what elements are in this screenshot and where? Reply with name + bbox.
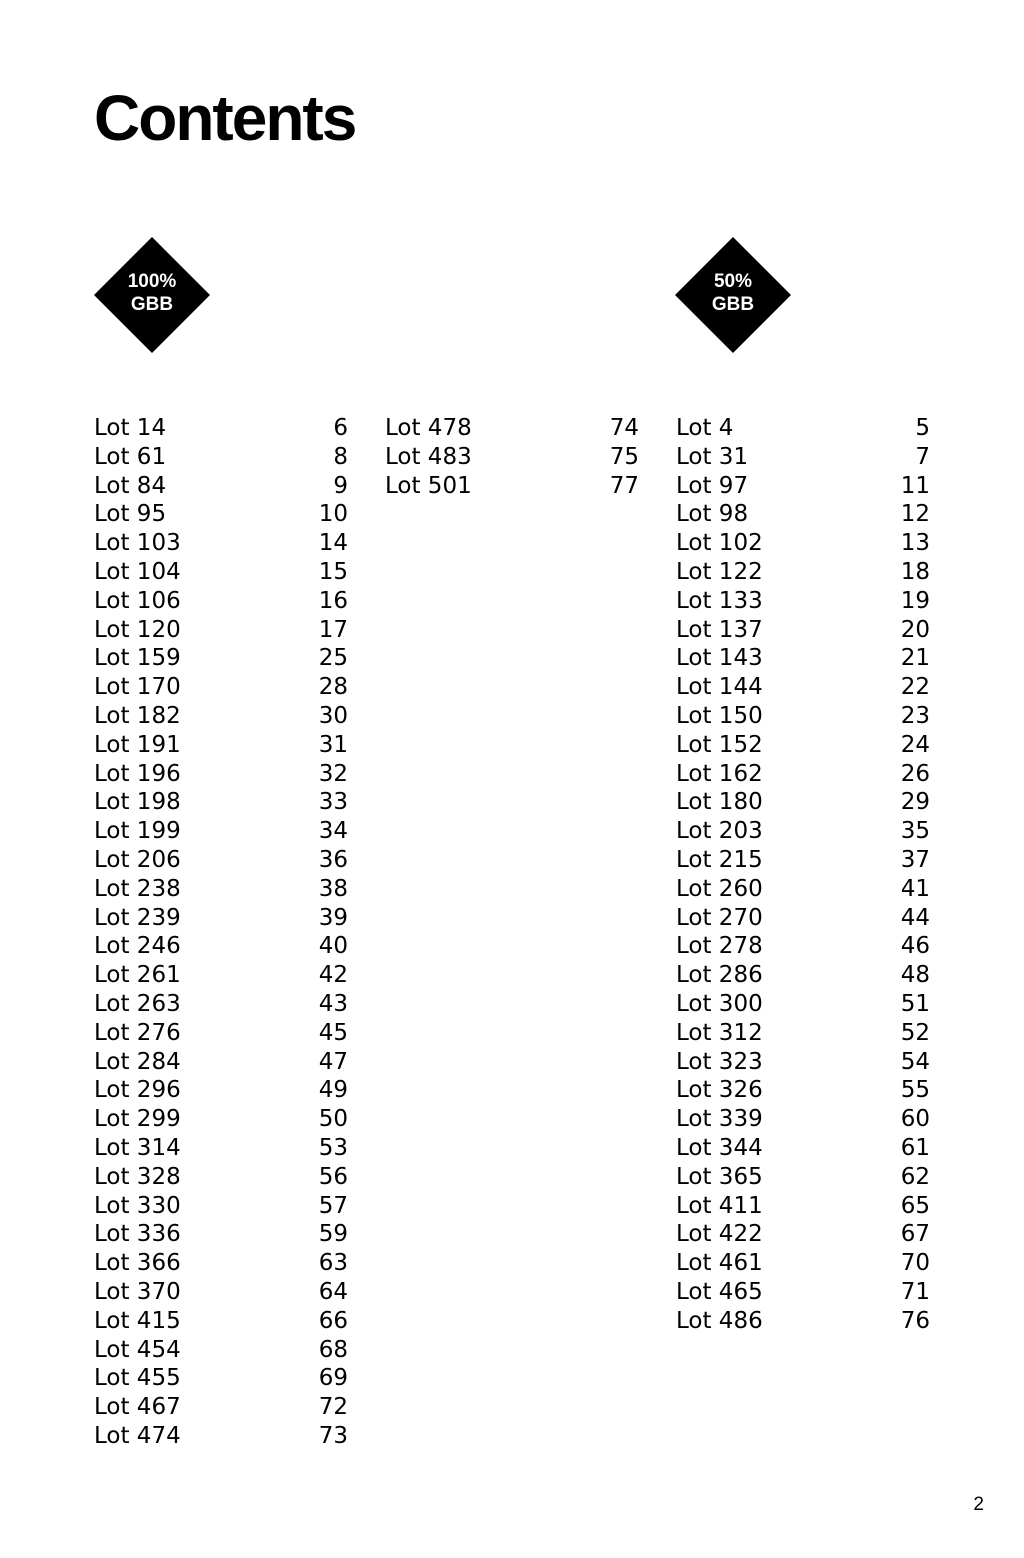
toc-lot-label: Lot 454: [94, 1336, 181, 1363]
toc-entry: [94, 1048, 348, 1077]
toc-entry: [94, 702, 348, 731]
toc-page-number: 74: [609, 415, 639, 441]
toc-page-number: 71: [900, 1278, 930, 1305]
toc-lot-label: Lot 143: [676, 645, 763, 672]
toc-lot-label: Lot 170: [94, 674, 181, 701]
toc-lot-label: Lot 370: [94, 1278, 181, 1305]
badge-label: GBB: [711, 294, 755, 315]
toc-page-number: 11: [900, 472, 930, 499]
toc-lot-label: Lot 328: [94, 1163, 181, 1190]
toc-entry: [94, 1278, 348, 1307]
toc-entry: [676, 1163, 930, 1192]
toc-lot-label: Lot 144: [676, 674, 763, 701]
toc-lot-label: Lot 97: [676, 472, 749, 499]
toc-column-1: [94, 414, 348, 1451]
toc-page-number: 76: [900, 1307, 930, 1334]
toc-entry: [676, 616, 930, 645]
toc-lot-label: Lot 215: [676, 846, 763, 873]
toc-entry: [676, 414, 930, 443]
toc-lot-label: Lot 326: [676, 1077, 763, 1104]
toc-lot-label: Lot 415: [94, 1307, 181, 1334]
badge-percent: 100%: [127, 271, 177, 292]
toc-lot-label: Lot 102: [676, 530, 763, 557]
toc-entry: [676, 760, 930, 789]
toc-entry: [94, 846, 348, 875]
toc-entry: [94, 932, 348, 961]
toc-page-number: 21: [900, 645, 930, 672]
toc-page-number: 50: [318, 1106, 348, 1133]
toc-entry: [676, 1076, 930, 1105]
toc-entry: [94, 1307, 348, 1336]
toc-entry: [94, 1220, 348, 1249]
toc-page-number: 28: [318, 674, 348, 701]
toc-entry: [94, 1076, 348, 1105]
toc-entry: [94, 1105, 348, 1134]
toc-page-number: 65: [900, 1192, 930, 1219]
toc-entry: [94, 1134, 348, 1163]
toc-entry: [94, 788, 348, 817]
toc-page-number: 42: [318, 962, 348, 989]
toc-page-number: 49: [318, 1077, 348, 1104]
toc-entry: [676, 1105, 930, 1134]
toc-lot-label: Lot 474: [94, 1422, 181, 1449]
toc-page-number: 31: [318, 731, 348, 758]
toc-page-number: 63: [318, 1250, 348, 1277]
toc-page-number: 73: [318, 1422, 348, 1449]
toc-entry: [676, 846, 930, 875]
page-number: 2: [973, 1494, 984, 1515]
toc-page-number: 48: [900, 962, 930, 989]
toc-lot-label: Lot 133: [676, 587, 763, 614]
toc-entry: [676, 644, 930, 673]
toc-entry: [94, 673, 348, 702]
toc-lot-label: Lot 191: [94, 731, 181, 758]
toc-page-number: 54: [900, 1048, 930, 1075]
toc-column-2: [385, 414, 639, 500]
toc-page-number: 47: [318, 1048, 348, 1075]
badge-label: GBB: [130, 294, 174, 315]
toc-page-number: 18: [900, 558, 930, 585]
toc-entry: [94, 1192, 348, 1221]
toc-entry: [94, 500, 348, 529]
toc-lot-label: Lot 98: [676, 501, 749, 528]
toc-lot-label: Lot 199: [94, 818, 181, 845]
toc-entry: [94, 990, 348, 1019]
toc-lot-label: Lot 314: [94, 1134, 181, 1161]
toc-page-number: 51: [900, 990, 930, 1017]
toc-entry: [676, 990, 930, 1019]
badge-50-gbb: [675, 237, 791, 353]
toc-lot-label: Lot 203: [676, 818, 763, 845]
toc-lot-label: Lot 278: [676, 933, 763, 960]
toc-lot-label: Lot 501: [385, 472, 472, 499]
toc-entry: [676, 558, 930, 587]
toc-entry: [676, 932, 930, 961]
toc-lot-label: Lot 344: [676, 1134, 763, 1161]
toc-page-number: 66: [318, 1307, 348, 1334]
toc-page-number: 30: [318, 702, 348, 729]
toc-page-number: 19: [900, 587, 930, 614]
toc-page-number: 13: [900, 530, 930, 557]
toc-page-number: 10: [318, 501, 348, 528]
toc-page-number: 37: [900, 846, 930, 873]
toc-entry: [94, 904, 348, 933]
toc-entry: [676, 587, 930, 616]
toc-entry: [676, 788, 930, 817]
toc-entry: [94, 1422, 348, 1451]
toc-lot-label: Lot 103: [94, 530, 181, 557]
toc-lot-label: Lot 239: [94, 904, 181, 931]
toc-page-number: 60: [900, 1106, 930, 1133]
toc-page-number: 6: [333, 415, 348, 441]
toc-page-number: 32: [318, 760, 348, 787]
toc-lot-label: Lot 95: [94, 501, 167, 528]
toc-page-number: 77: [609, 472, 639, 499]
toc-page-number: 12: [900, 501, 930, 528]
toc-page-number: 53: [318, 1134, 348, 1161]
toc-entry: [94, 1249, 348, 1278]
toc-entry: [676, 1278, 930, 1307]
toc-page-number: 43: [318, 990, 348, 1017]
toc-page-number: 61: [900, 1134, 930, 1161]
toc-page-number: 70: [900, 1250, 930, 1277]
toc-lot-label: Lot 246: [94, 933, 181, 960]
toc-entry: [676, 529, 930, 558]
toc-entry: [676, 1134, 930, 1163]
toc-lot-label: Lot 238: [94, 875, 181, 902]
toc-page-number: 52: [900, 1019, 930, 1046]
toc-entry: [676, 472, 930, 501]
toc-page-number: 9: [333, 472, 348, 499]
toc-page-number: 22: [900, 674, 930, 701]
toc-entry: [676, 1307, 930, 1336]
toc-lot-label: Lot 323: [676, 1048, 763, 1075]
toc-entry: [94, 1393, 348, 1422]
toc-entry: [676, 702, 930, 731]
toc-page-number: 44: [900, 904, 930, 931]
toc-lot-label: Lot 14: [94, 415, 167, 441]
toc-page-number: 14: [318, 530, 348, 557]
toc-page-number: 59: [318, 1221, 348, 1248]
toc-page-number: 38: [318, 875, 348, 902]
toc-page-number: 15: [318, 558, 348, 585]
toc-entry: [676, 875, 930, 904]
toc-entry: [94, 817, 348, 846]
toc-entry: [94, 558, 348, 587]
toc-entry: [676, 817, 930, 846]
toc-entry: [676, 1019, 930, 1048]
toc-lot-label: Lot 276: [94, 1019, 181, 1046]
toc-lot-label: Lot 486: [676, 1307, 763, 1334]
toc-page-number: 62: [900, 1163, 930, 1190]
toc-lot-label: Lot 467: [94, 1394, 181, 1421]
toc-lot-label: Lot 411: [676, 1192, 763, 1219]
toc-entry: [94, 875, 348, 904]
toc-lot-label: Lot 455: [94, 1365, 181, 1392]
toc-page-number: 25: [318, 645, 348, 672]
toc-entry: [385, 472, 639, 501]
toc-page-number: 8: [333, 443, 348, 470]
toc-lot-label: Lot 261: [94, 962, 181, 989]
toc-entry: [94, 443, 348, 472]
toc-lot-label: Lot 31: [676, 443, 749, 470]
toc-page-number: 64: [318, 1278, 348, 1305]
toc-lot-label: Lot 312: [676, 1019, 763, 1046]
toc-lot-label: Lot 137: [676, 616, 763, 643]
toc-entry: [676, 1048, 930, 1077]
toc-entry: [94, 1019, 348, 1048]
toc-page-number: 16: [318, 587, 348, 614]
toc-entry: [676, 731, 930, 760]
toc-page-number: 72: [318, 1394, 348, 1421]
toc-lot-label: Lot 159: [94, 645, 181, 672]
toc-lot-label: Lot 461: [676, 1250, 763, 1277]
page-title: Contents: [94, 82, 356, 154]
toc-entry: [676, 961, 930, 990]
toc-lot-label: Lot 162: [676, 760, 763, 787]
badge-percent: 50%: [713, 271, 753, 292]
toc-page-number: 36: [318, 846, 348, 873]
toc-page-number: 45: [318, 1019, 348, 1046]
toc-lot-label: Lot 299: [94, 1106, 181, 1133]
toc-entry: [94, 961, 348, 990]
toc-page-number: 57: [318, 1192, 348, 1219]
toc-entry: [94, 731, 348, 760]
toc-lot-label: Lot 122: [676, 558, 763, 585]
toc-entry: [94, 644, 348, 673]
toc-page-number: 7: [915, 443, 930, 470]
toc-entry: [94, 1336, 348, 1365]
toc-entry: [676, 1192, 930, 1221]
toc-lot-label: Lot 260: [676, 875, 763, 902]
toc-page-number: 39: [318, 904, 348, 931]
toc-lot-label: Lot 120: [94, 616, 181, 643]
toc-page-number: 26: [900, 760, 930, 787]
toc-lot-label: Lot 196: [94, 760, 181, 787]
toc-page-number: 23: [900, 702, 930, 729]
badge-100-gbb: [94, 237, 210, 353]
toc-entry: [94, 414, 348, 443]
toc-lot-label: Lot 300: [676, 990, 763, 1017]
toc-lot-label: Lot 286: [676, 962, 763, 989]
toc-lot-label: Lot 84: [94, 472, 167, 499]
toc-lot-label: Lot 263: [94, 990, 181, 1017]
toc-lot-label: Lot 478: [385, 415, 472, 441]
toc-entry: [94, 472, 348, 501]
toc-lot-label: Lot 422: [676, 1221, 763, 1248]
toc-lot-label: Lot 366: [94, 1250, 181, 1277]
toc-lot-label: Lot 336: [94, 1221, 181, 1248]
toc-lot-label: Lot 150: [676, 702, 763, 729]
toc-entry: [94, 529, 348, 558]
toc-page-number: 69: [318, 1365, 348, 1392]
toc-entry: [676, 500, 930, 529]
toc-page-number: 35: [900, 818, 930, 845]
toc-lot-label: Lot 182: [94, 702, 181, 729]
toc-lot-label: Lot 106: [94, 587, 181, 614]
toc-entry: [94, 1163, 348, 1192]
toc-entry: [676, 673, 930, 702]
toc-page-number: 75: [609, 443, 639, 470]
toc-entry: [676, 443, 930, 472]
toc-column-3: [676, 414, 930, 1336]
toc-page-number: 68: [318, 1336, 348, 1363]
toc-lot-label: Lot 296: [94, 1077, 181, 1104]
toc-page-number: 67: [900, 1221, 930, 1248]
toc-entry: [676, 1249, 930, 1278]
toc-lot-label: Lot 104: [94, 558, 181, 585]
toc-lot-label: Lot 330: [94, 1192, 181, 1219]
toc-lot-label: Lot 152: [676, 731, 763, 758]
toc-page-number: 29: [900, 789, 930, 816]
toc-lot-label: Lot 198: [94, 789, 181, 816]
toc-entry: [676, 1220, 930, 1249]
toc-page-number: 41: [900, 875, 930, 902]
toc-page-number: 20: [900, 616, 930, 643]
toc-lot-label: Lot 365: [676, 1163, 763, 1190]
toc-page-number: 40: [318, 933, 348, 960]
toc-page-number: 33: [318, 789, 348, 816]
toc-lot-label: Lot 465: [676, 1278, 763, 1305]
toc-lot-label: Lot 4: [676, 415, 734, 441]
toc-page-number: 46: [900, 933, 930, 960]
toc-lot-label: Lot 339: [676, 1106, 763, 1133]
toc-entry: [385, 443, 639, 472]
toc-page-number: 55: [900, 1077, 930, 1104]
toc-lot-label: Lot 206: [94, 846, 181, 873]
toc-page-number: 56: [318, 1163, 348, 1190]
toc-lot-label: Lot 61: [94, 443, 167, 470]
toc-entry: [94, 587, 348, 616]
toc-lot-label: Lot 270: [676, 904, 763, 931]
toc-lot-label: Lot 284: [94, 1048, 181, 1075]
toc-entry: [94, 616, 348, 645]
toc-page-number: 17: [318, 616, 348, 643]
toc-page-number: 34: [318, 818, 348, 845]
toc-page-number: 5: [915, 415, 930, 441]
toc-lot-label: Lot 483: [385, 443, 472, 470]
toc-entry: [385, 414, 639, 443]
toc-entry: [676, 904, 930, 933]
toc-entry: [94, 760, 348, 789]
toc-page-number: 24: [900, 731, 930, 758]
toc-entry: [94, 1364, 348, 1393]
toc-lot-label: Lot 180: [676, 789, 763, 816]
